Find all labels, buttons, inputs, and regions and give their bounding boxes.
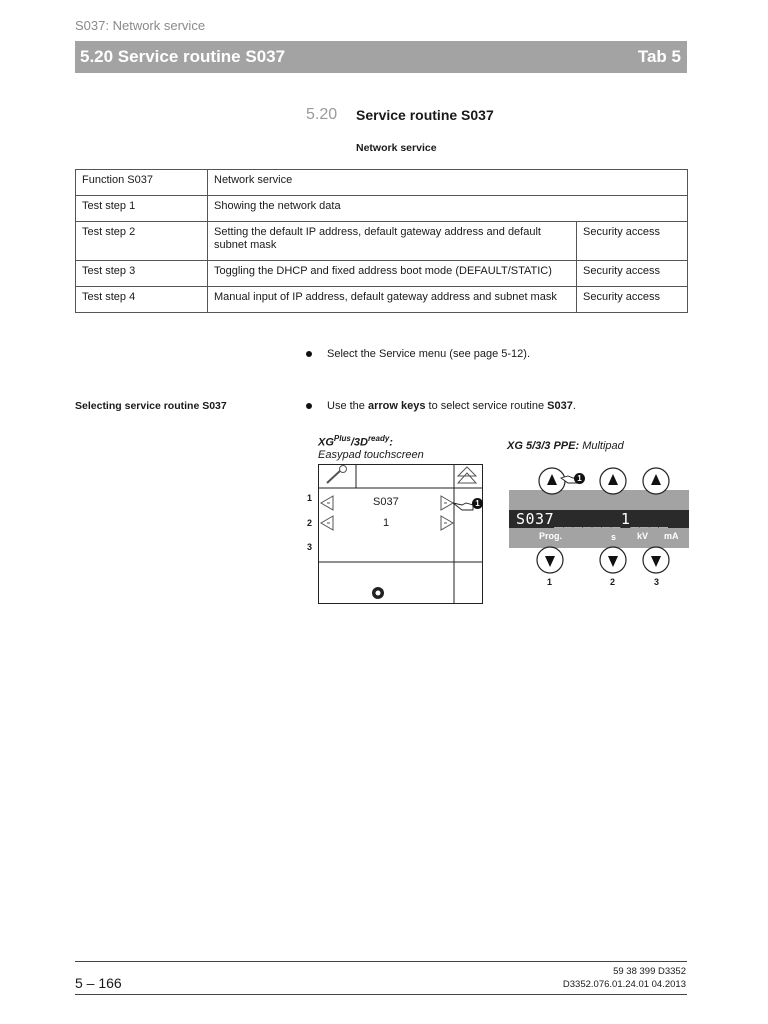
down-button[interactable]	[537, 547, 563, 573]
easypad-touchscreen	[316, 462, 486, 607]
button-number-3: 3	[654, 577, 660, 587]
up-button[interactable]	[600, 468, 626, 494]
button-number-1: 1	[547, 577, 553, 587]
footer-rule-top	[75, 961, 687, 962]
easypad-subtitle: Easypad touchscreen	[318, 449, 424, 461]
row-desc: Manual input of IP address, default gateway address and subnet mask	[208, 287, 577, 313]
pointing-hand-icon	[453, 503, 473, 510]
left-arrow-icon[interactable]	[321, 516, 333, 530]
banner-title: 5.20 Service routine S037	[80, 47, 286, 66]
easypad-title: $XG^{Plus}/3D^{ready}$:	[318, 434, 393, 449]
bullet-icon	[306, 351, 312, 357]
multipad-display: S037_______1____	[516, 510, 669, 528]
table-row	[76, 261, 688, 287]
callout-badge: 1	[472, 498, 483, 509]
row-label: Test step 2	[76, 222, 208, 261]
page-number: 5 – 166	[75, 975, 122, 991]
section-subtitle: Network service	[356, 142, 437, 154]
right-arrow-icon[interactable]	[441, 516, 453, 530]
callout-badge: 1	[574, 473, 585, 484]
section-number: 5.20	[306, 106, 338, 123]
row-number-1: 1	[307, 493, 313, 503]
function-table	[75, 169, 688, 313]
s-label: s	[611, 532, 617, 542]
table-row	[76, 287, 688, 313]
prog-label: Prog.	[539, 531, 563, 541]
row-desc: Showing the network data	[208, 196, 688, 222]
running-header: S037: Network service	[75, 18, 206, 33]
right-arrow-icon[interactable]	[441, 496, 453, 510]
section-title: Service routine S037	[356, 107, 494, 123]
row-label: Test step 3	[76, 261, 208, 287]
tab-label: Tab 5	[637, 47, 681, 66]
bullet-icon	[306, 403, 312, 409]
left-arrow-icon[interactable]	[321, 496, 333, 510]
row-access: Security access	[577, 222, 688, 261]
easypad-row-2-value: 1	[383, 517, 390, 529]
home-up-icon[interactable]	[458, 467, 476, 483]
chapter-banner	[75, 41, 687, 73]
button-number-2: 2	[610, 577, 616, 587]
up-button[interactable]	[539, 468, 565, 494]
row-desc: Setting the default IP address, default gateway address and default subnet mask	[208, 222, 577, 261]
row-label: Test step 1	[76, 196, 208, 222]
kv-label: kV	[637, 531, 649, 541]
multipad-title: XG 5/3/3 PPE: Multipad	[507, 440, 624, 452]
doc-number: 59 38 399 D3352	[613, 966, 686, 977]
row-desc: Network service	[208, 170, 688, 196]
row-label: Test step 4	[76, 287, 208, 313]
row-access: Security access	[577, 287, 688, 313]
row-number-3: 3	[307, 542, 313, 552]
row-desc: Toggling the DHCP and fixed address boot mode (DEFAULT/STATIC)	[208, 261, 577, 287]
down-button[interactable]	[600, 547, 626, 573]
easypad-row-1-value: S037	[373, 496, 399, 508]
row-label: Function S037	[76, 170, 208, 196]
side-heading: Selecting service routine S037	[75, 400, 227, 412]
footer-rule-bottom	[75, 994, 687, 995]
wrench-icon[interactable]	[327, 466, 347, 484]
table-row	[76, 222, 688, 261]
row-number-2: 2	[307, 518, 313, 528]
up-button[interactable]	[643, 468, 669, 494]
ma-label: mA	[664, 531, 679, 541]
table-row	[76, 196, 688, 222]
row-access: Security access	[577, 261, 688, 287]
table-row	[76, 170, 688, 196]
stop-icon[interactable]	[372, 587, 384, 599]
down-button[interactable]	[643, 547, 669, 573]
doc-revision: D3352.076.01.24.01 04.2013	[562, 979, 686, 990]
